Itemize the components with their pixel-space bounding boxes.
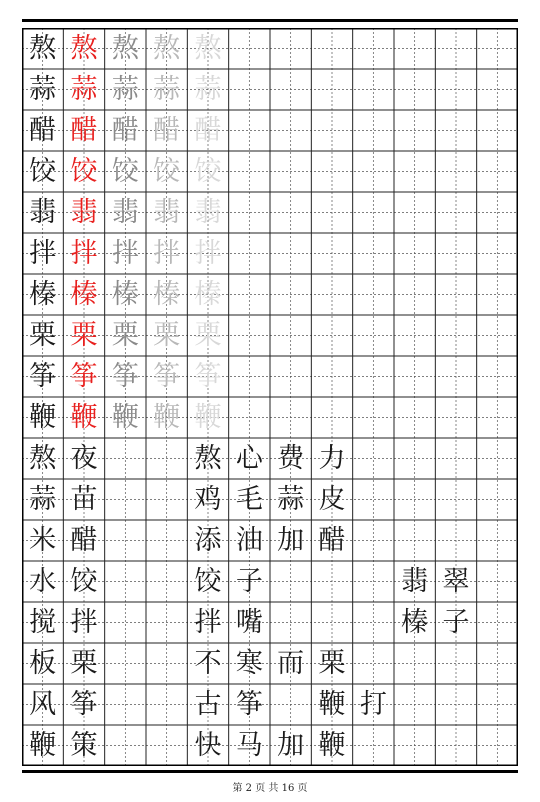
red-model-character: 饺 [70, 156, 98, 187]
red-model-character: 熬 [70, 33, 98, 64]
trace-character-light: 翡 [194, 197, 222, 228]
trace-character-medium: 拌 [153, 238, 181, 269]
word-character: 夜 [70, 443, 98, 474]
page-number-footer: 第 2 页 共 16 页 [232, 783, 308, 794]
trace-character-medium: 栗 [153, 320, 181, 351]
word-character: 翠 [442, 566, 470, 597]
trace-character-medium: 鞭 [153, 402, 181, 433]
word-character: 饺 [194, 566, 222, 597]
word-character: 蒜 [29, 484, 57, 515]
model-character: 饺 [29, 156, 57, 187]
word-character: 鸡 [194, 484, 222, 515]
model-character: 翡 [29, 197, 57, 228]
word-character: 蒜 [277, 484, 305, 515]
word-character: 子 [442, 607, 470, 638]
word-character: 打 [359, 689, 387, 720]
trace-character-light: 鞭 [194, 402, 222, 433]
trace-character-dark: 栗 [111, 320, 139, 351]
trace-character-dark: 榛 [111, 279, 139, 310]
word-character: 策 [70, 730, 98, 761]
word-character: 古 [194, 689, 222, 720]
model-character: 拌 [29, 238, 57, 269]
model-character: 熬 [29, 33, 57, 64]
word-character: 鞭 [29, 730, 57, 761]
tianzige-practice-grid [22, 28, 518, 766]
trace-character-dark: 饺 [111, 156, 139, 187]
trace-character-medium: 筝 [153, 361, 181, 392]
word-character: 醋 [318, 525, 346, 556]
word-character: 皮 [318, 484, 346, 515]
red-model-character: 栗 [70, 320, 98, 351]
red-model-character: 醋 [70, 115, 98, 146]
word-character: 马 [235, 730, 263, 761]
word-character: 而 [277, 648, 305, 679]
word-character: 力 [318, 443, 346, 474]
word-character: 寒 [235, 648, 263, 679]
model-character: 筝 [29, 361, 57, 392]
word-character: 板 [29, 648, 57, 679]
trace-character-medium: 熬 [153, 33, 181, 64]
word-character: 费 [277, 443, 305, 474]
word-character: 栗 [318, 648, 346, 679]
trace-character-dark: 鞭 [111, 402, 139, 433]
trace-character-medium: 醋 [153, 115, 181, 146]
model-character: 榛 [29, 279, 57, 310]
word-character: 嘴 [235, 607, 263, 638]
word-character: 熬 [29, 443, 57, 474]
word-character: 鞭 [318, 689, 346, 720]
word-character: 毛 [235, 484, 263, 515]
trace-character-dark: 拌 [111, 238, 139, 269]
trace-character-light: 熬 [194, 33, 222, 64]
word-character: 子 [235, 566, 263, 597]
word-character: 筝 [235, 689, 263, 720]
top-rule [22, 19, 518, 22]
word-character: 饺 [70, 566, 98, 597]
word-character: 加 [277, 525, 305, 556]
trace-character-medium: 饺 [153, 156, 181, 187]
trace-character-light: 栗 [194, 320, 222, 351]
word-character: 拌 [70, 607, 98, 638]
trace-character-light: 醋 [194, 115, 222, 146]
word-character: 熬 [194, 443, 222, 474]
word-character: 榛 [401, 607, 429, 638]
red-model-character: 翡 [70, 197, 98, 228]
red-model-character: 筝 [70, 361, 98, 392]
trace-character-medium: 翡 [153, 197, 181, 228]
bottom-rule [22, 770, 518, 773]
trace-character-light: 饺 [194, 156, 222, 187]
word-character: 加 [277, 730, 305, 761]
trace-character-medium: 榛 [153, 279, 181, 310]
word-character: 拌 [194, 607, 222, 638]
word-character: 翡 [401, 566, 429, 597]
red-model-character: 鞭 [70, 402, 98, 433]
model-character: 蒜 [29, 74, 57, 105]
trace-character-medium: 蒜 [153, 74, 181, 105]
word-character: 鞭 [318, 730, 346, 761]
red-model-character: 蒜 [70, 74, 98, 105]
word-character: 米 [29, 525, 57, 556]
word-character: 不 [194, 648, 222, 679]
word-character: 搅 [29, 607, 57, 638]
trace-character-light: 拌 [194, 238, 222, 269]
trace-character-dark: 筝 [111, 361, 139, 392]
word-character: 筝 [70, 689, 98, 720]
word-character: 快 [194, 730, 222, 761]
word-character: 苗 [70, 484, 98, 515]
word-character: 油 [235, 525, 263, 556]
model-character: 鞭 [29, 402, 57, 433]
model-character: 醋 [29, 115, 57, 146]
word-character: 风 [29, 689, 57, 720]
model-character: 栗 [29, 320, 57, 351]
trace-character-dark: 醋 [111, 115, 139, 146]
word-character: 心 [235, 443, 263, 474]
trace-character-dark: 翡 [111, 197, 139, 228]
red-model-character: 榛 [70, 279, 98, 310]
trace-character-dark: 蒜 [111, 74, 139, 105]
word-character: 栗 [70, 648, 98, 679]
word-character: 添 [194, 525, 222, 556]
red-model-character: 拌 [70, 238, 98, 269]
word-character: 水 [29, 566, 57, 597]
trace-character-light: 榛 [194, 279, 222, 310]
word-character: 醋 [70, 525, 98, 556]
trace-character-light: 筝 [194, 361, 222, 392]
trace-character-dark: 熬 [111, 33, 139, 64]
trace-character-light: 蒜 [194, 74, 222, 105]
